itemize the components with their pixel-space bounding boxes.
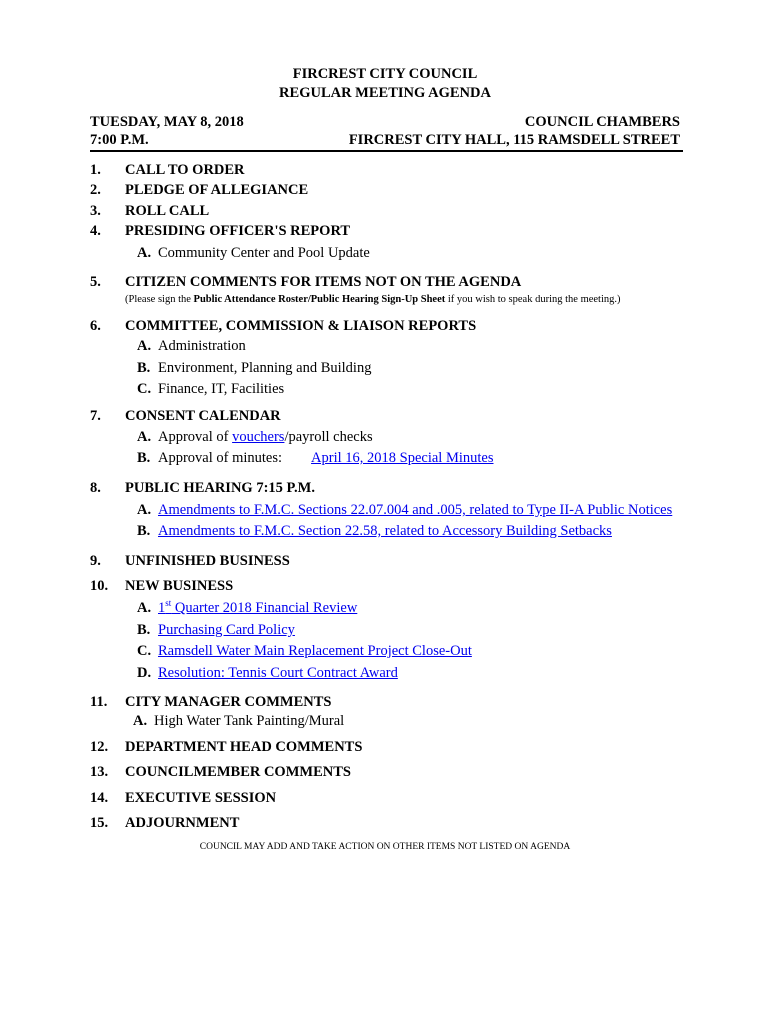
agenda-item: 12. DEPARTMENT HEAD COMMENTS (90, 739, 363, 755)
agenda-subitem: D. Resolution: Tennis Court Contract Award (137, 665, 398, 681)
header-divider (90, 150, 683, 152)
agenda-item: 6. COMMITTEE, COMMISSION & LIAISON REPORTS (90, 318, 477, 334)
agenda-item: 8. PUBLIC HEARING 7:15 P.M. (90, 480, 315, 496)
agenda-item: 4. PRESIDING OFFICER'S REPORT (90, 223, 351, 239)
agenda-subitem: B. Environment, Planning and Building (137, 360, 372, 376)
agenda-subitem: C. Ramsdell Water Main Replacement Project Close-Out (137, 643, 472, 659)
agenda-subitem: A. 1st Quarter 2018 Financial Review (137, 598, 358, 616)
agenda-item: 7. CONSENT CALENDAR (90, 408, 281, 424)
agenda-subitem: A. High Water Tank Painting/Mural (133, 713, 345, 729)
agenda-subitem: A. Community Center and Pool Update (137, 245, 370, 261)
agenda-subitem: A. Administration (137, 338, 246, 354)
citizen-comment-note: (Please sign the Public Attendance Roster/Public Hearing Sign-Up Sheet if you wish to speak during the meeting.) (125, 294, 621, 305)
vouchers-link[interactable]: vouchers (232, 429, 285, 445)
agenda-title: REGULAR MEETING AGENDA (279, 85, 491, 101)
tennis-court-link[interactable]: Resolution: Tennis Court Contract Award (158, 665, 398, 681)
meeting-address: FIRCREST CITY HALL, 115 RAMSDELL STREET (348, 132, 680, 148)
agenda-item: 2. PLEDGE OF ALLEGIANCE (90, 182, 309, 198)
setbacks-link[interactable]: Amendments to F.M.C. Section 22.58, related to Accessory Building Setbacks (158, 523, 612, 539)
agenda-item: 9. UNFINISHED BUSINESS (90, 553, 290, 569)
agenda-item: 3. ROLL CALL (90, 203, 210, 219)
agenda-subitem: B. Purchasing Card Policy (137, 622, 295, 638)
minutes-link[interactable]: April 16, 2018 Special Minutes (311, 450, 494, 466)
agenda-item: 10. NEW BUSINESS (90, 578, 234, 594)
water-main-link[interactable]: Ramsdell Water Main Replacement Project Close-Out (158, 643, 472, 659)
agenda-subitem: A. Amendments to F.M.C. Sections 22.07.004 and .005, related to Type II-A Public Notices (137, 502, 673, 518)
footer-note: COUNCIL MAY ADD AND TAKE ACTION ON OTHER ITEMS NOT LISTED ON AGENDA (199, 842, 571, 852)
meeting-date: TUESDAY, MAY 8, 2018 (90, 114, 244, 130)
purchasing-card-link[interactable]: Purchasing Card Policy (158, 622, 295, 638)
agenda-subitem: A. Approval of vouchers/payroll checks (137, 429, 373, 445)
agenda-item: 11. CITY MANAGER COMMENTS (90, 694, 332, 710)
agenda-item: 5. CITIZEN COMMENTS FOR ITEMS NOT ON THE AGENDA (90, 274, 522, 290)
meeting-time: 7:00 P.M. (90, 132, 149, 148)
agenda-subitem: B. Approval of minutes: April 16, 2018 Special Minutes (137, 450, 494, 466)
council-title: FIRCREST CITY COUNCIL (292, 66, 478, 82)
agenda-item: 14. EXECUTIVE SESSION (90, 790, 277, 806)
agenda-subitem: B. Amendments to F.M.C. Section 22.58, related to Accessory Building Setbacks (137, 523, 612, 539)
financial-review-link[interactable]: 1st Quarter 2018 Financial Review (158, 598, 358, 616)
agenda-item: 13. COUNCILMEMBER COMMENTS (90, 764, 351, 780)
public-notices-link[interactable]: Amendments to F.M.C. Sections 22.07.004 and .005, related to Type II-A Public Notices (158, 502, 673, 518)
agenda-subitem: C. Finance, IT, Facilities (137, 381, 285, 397)
agenda-item: 1. CALL TO ORDER (90, 162, 245, 178)
meeting-location: COUNCIL CHAMBERS (524, 114, 680, 130)
agenda-item: 15. ADJOURNMENT (90, 815, 240, 831)
